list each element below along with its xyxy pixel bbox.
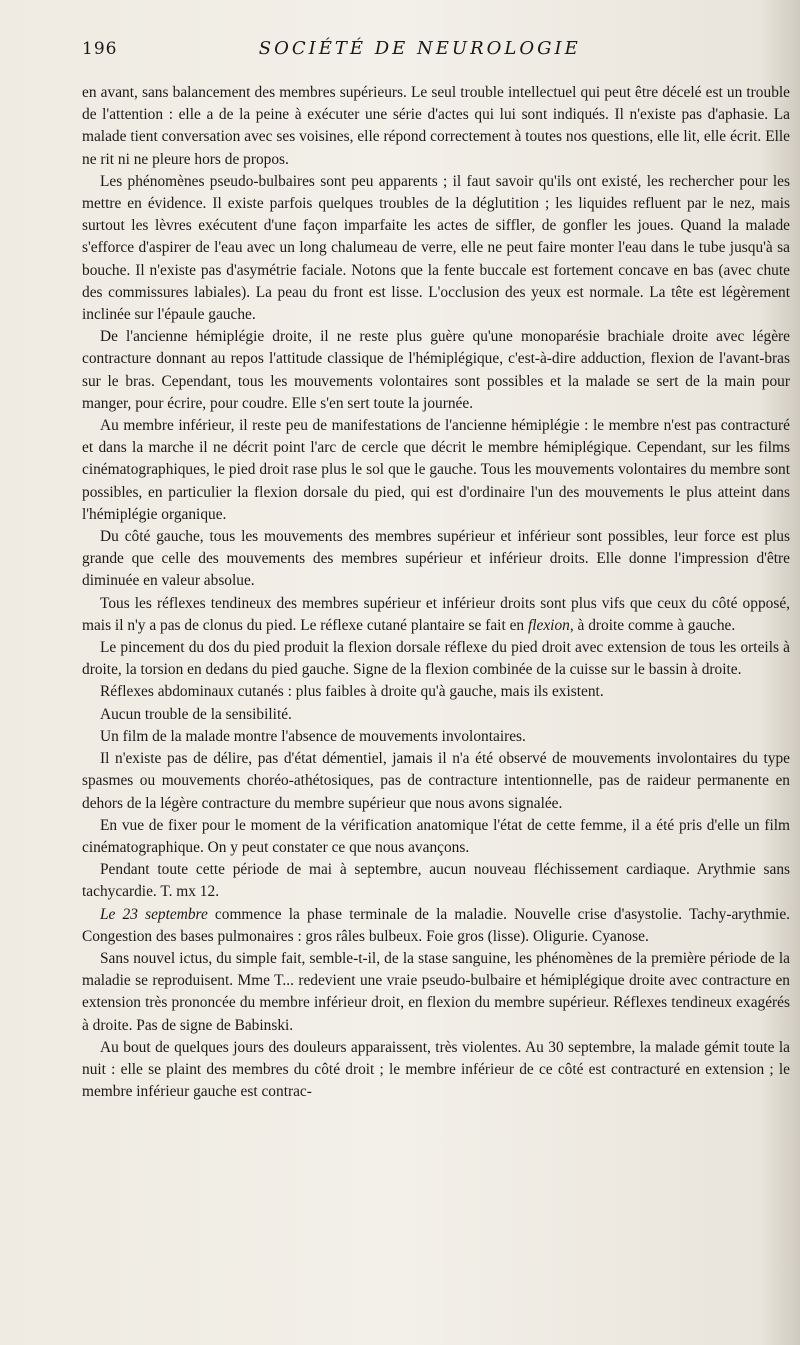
paragraph: Un film de la malade montre l'absence de mouvements involontaires. <box>100 727 526 745</box>
paragraph: Le pincement du dos du pied produit la flexion dorsale réflexe du pied droit avec extension de tous les orteils à droite, la torsion en dedans du pied gauche. Signe de la flexion combinée de la cuisse sur le bassin à droite. <box>82 639 790 679</box>
paragraph: De l'ancienne hémiplégie droite, il ne reste plus guère qu'une monoparésie brachiale droite avec légère contracture donnant au repos l'attitude classique de l'hémiplégique, c'est-à-dire adduction, flexion de l'avant-bras sur le bras. Cependant, tous les mouvements volontaires sont possibles et la malade se sert de la main pour manger, pour écrire, pour coudre. Elle s'en sert toute la journée. <box>82 328 790 412</box>
running-title: SOCIÉTÉ DE NEUROLOGIE <box>258 38 581 59</box>
paragraph-text: , à droite comme à gauche. <box>569 616 736 634</box>
emphasis-text: flexion <box>527 616 570 634</box>
paragraph: En vue de fixer pour le moment de la vérification anatomique l'état de cette femme, il a été pris d'elle un film cinématographique. On y peut constater ce que nous avançons. <box>82 816 790 856</box>
paragraph <box>82 593 790 637</box>
paragraph: Pendant toute cette période de mai à septembre, aucun nouveau fléchissement cardiaque. Arythmie sans tachycardie. T. mx 12. <box>82 861 790 901</box>
paragraph: Il n'existe pas de délire, pas d'état démentiel, jamais il n'a été observé de mouvements involontaires du type spasmes ou mouvements choréo-athétosiques, pas de contracture intentionnelle, pas de raideur permanente en dehors de la légère contracture du membre supérieur que nous avons signalée. <box>82 750 790 812</box>
body-text <box>82 82 790 1103</box>
paragraph: Aucun trouble de la sensibilité. <box>100 705 292 723</box>
paragraph: Au membre inférieur, il reste peu de manifestations de l'ancienne hémiplégie : le membre n'est pas contracturé et dans la marche il ne décrit point l'arc de cercle que décrit le membre hémiplégique. Cependant, sur les films cinématographiques, le pied droit rase plus le sol que le gauche. Tous les mouvements volontaires du membre sont possibles, en particulier la flexion dorsale du pied, qui est d'ordinaire l'un des mouvements le plus atteint dans l'hémiplégie organique. <box>82 417 790 523</box>
paragraph: Du côté gauche, tous les mouvements des membres supérieur et inférieur sont possibles, leur force est plus grande que celle des mouvements des membres supérieur et inférieur droits. Elle donne l'impression d'être diminuée en valeur absolue. <box>82 528 790 590</box>
paragraph: Sans nouvel ictus, du simple fait, semble-t-il, de la stase sanguine, les phénomènes de la première période de la maladie se reproduisent. Mme T... redevient une vraie pseudo-bulbaire et hémiplégique droite avec contracture en extension très prononcée du membre inférieur droit, en flexion du membre supérieur. Réflexes tendineux exagérés à droite. Pas de signe de Babinski. <box>82 949 790 1034</box>
paragraph <box>82 904 790 948</box>
paragraph: Les phénomènes pseudo-bulbaires sont peu apparents ; il faut savoir qu'ils ont existé, les rechercher pour les mettre en évidence. Il existe parfois quelques troubles de la déglutition ; les liquides refluent par le nez, mais surtout les lèvres exécutent d'une façon imparfaite les actes de siffler, de gonfler les joues. Quand la malade s'efforce d'aspirer de l'eau avec un long chalumeau de verre, elle ne peut faire monter l'eau dans le tube jusqu'à sa bouche. Il n'existe pas d'asymétrie faciale. Notons que la fente buccale est fortement concave en bas (avec chute des commissures labiales). La peau du front est lisse. L'occlusion des yeux est normale. La tête est légèrement inclinée sur l'épaule gauche. <box>82 172 790 324</box>
page-number: 196 <box>82 39 118 59</box>
paragraph: en avant, sans balancement des membres supérieurs. Le seul trouble intellectuel qui peut être décelé est un trouble de l'attention : elle a de la peine à exécuter une série d'actes qui lui sont indiqués. Il n'existe pas d'aphasie. La malade tient conversation avec ses voisines, elle répond correctement à toutes nos questions, elle lit, elle écrit. Elle ne rit ni ne pleure hors de propos. <box>82 84 790 168</box>
page-header <box>82 38 782 68</box>
emphasis-text: Le 23 septembre <box>100 905 208 923</box>
paragraph: Réflexes abdominaux cutanés : plus faibles à droite qu'à gauche, mais ils existent. <box>100 683 604 701</box>
paragraph-text: Tous les réflexes tendineux des membres supérieur et inférieur droits sont plus vifs que ceux du côté opposé, mais il n'y a pas de clonus du pied. Le réflexe cutané plantaire se fait en <box>82 594 790 634</box>
paragraph-text: commence la phase terminale de la maladie. Nouvelle crise d'asystolie. Tachy-arythmie. Congestion des bases pulmonaires : gros râles bulbeux. Foie gros (lisse). Oligurie. Cyanose. <box>82 905 790 945</box>
paragraph: Au bout de quelques jours des douleurs apparaissent, très violentes. Au 30 septembre, la malade gémit toute la nuit : elle se plaint des membres du côté droit ; le membre inférieur de ce côté est contracturé en extension ; le membre inférieur gauche est contrac- <box>82 1038 790 1101</box>
